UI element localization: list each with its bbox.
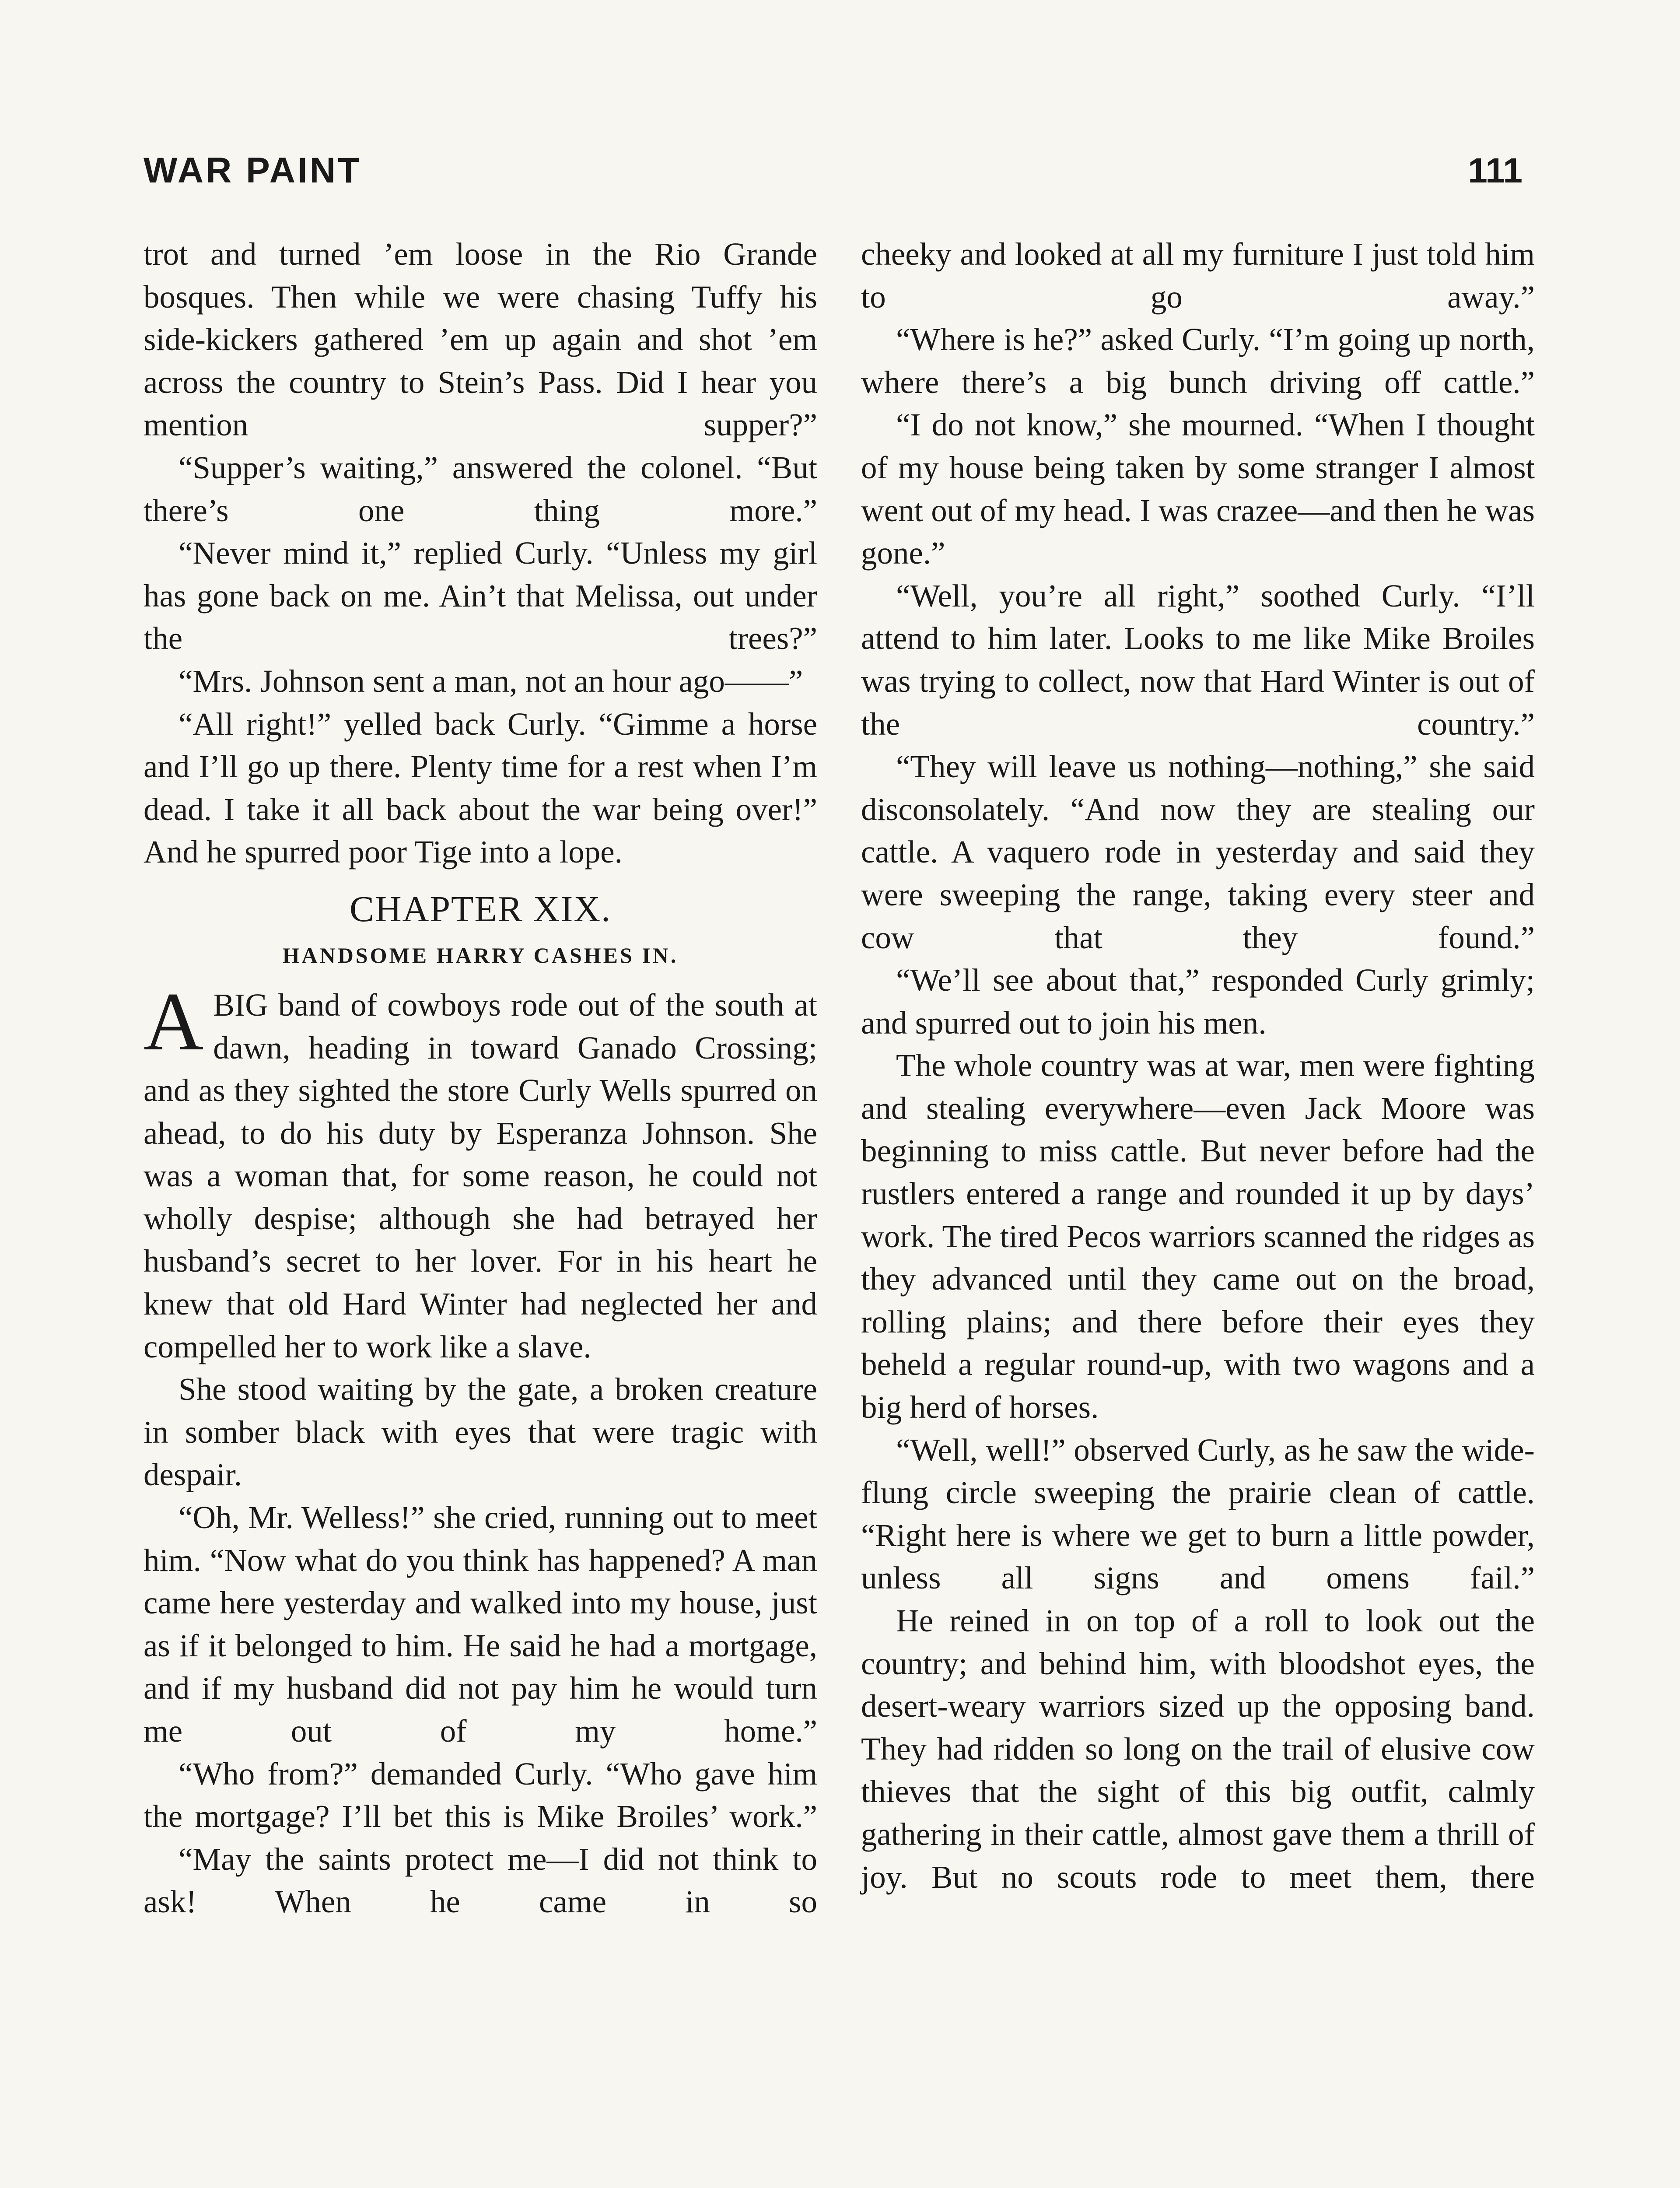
paragraph: She stood waiting by the gate, a broken creature in somber black with eyes that were tragic with despair. xyxy=(144,1371,817,1493)
paragraph: “May the saints protect me—I did not think to ask! When he came in so xyxy=(144,1841,817,1920)
page-number: 111 xyxy=(1468,151,1522,190)
paragraph: “Well, you’re all right,” soothed Curly. “I’ll attend to him later. Looks to me like Mike Broiles was trying to collect, now that Hard Winter is out of the country.” xyxy=(861,578,1535,742)
page-header xyxy=(144,149,1522,193)
running-title: WAR PAINT xyxy=(144,151,362,190)
paragraph: “I do not know,” she mourned. “When I thought of my house being taken by some stranger I almost went out of my head. I was crazee—and then he was gone.” xyxy=(861,407,1535,571)
paragraph: cheeky and looked at all my furniture I just told him to go away.” xyxy=(861,236,1535,315)
paragraph: “Oh, Mr. Welless!” she cried, running out to meet him. “Now what do you think has happened? A man came here yesterday and walked into my house, just as if it belonged to him. He said he had a mortgage, and if my husband did not pay him he would turn me out of my home.” xyxy=(144,1500,817,1749)
paragraph: “Never mind it,” replied Curly. “Unless my girl has gone back on me. Ain’t that Melissa, out under the trees?” xyxy=(144,535,817,656)
paragraph: “They will leave us nothing—nothing,” she said disconsolately. “And now they are stealing our cattle. A vaquero rode in yesterday and said they were sweeping the range, taking every steer and cow that they found.” xyxy=(861,749,1535,955)
paragraph: “Where is he?” asked Curly. “I’m going up north, where there’s a big bunch driving off cattle.” xyxy=(861,322,1535,400)
paragraph: The whole country was at war, men were fighting and stealing everywhere—even Jack Moore was beginning to miss cattle. But never before had the rustlers entered a range and rounded it up by days’ work. The tired Pecos warriors scanned the ridges as they advanced until they came out on the broad, rolling plains; and there before their eyes they beheld a regular round-up, with two wagons and a big herd of horses. xyxy=(861,1048,1535,1425)
paragraph: “Well, well!” observed Curly, as he saw the wide-flung circle sweeping the prairie clean of cattle. “Right here is where we get to burn a little powder, unless all signs and omens fail.” xyxy=(861,1432,1535,1596)
left-column xyxy=(144,233,817,1923)
right-column xyxy=(861,233,1535,1898)
chapter-subtitle: HANDSOME HARRY CASHES IN. xyxy=(282,943,679,968)
opening-paragraph xyxy=(144,975,817,1368)
paragraph: “All right!” yelled back Curly. “Gimme a horse and I’ll go up there. Plenty time for a rest when I’m dead. I take it all back about the war being over!” And he spurred poor Tige into a lope. xyxy=(144,706,817,870)
chapter-title: CHAPTER XIX. xyxy=(349,888,611,929)
paragraph: He reined in on top of a roll to look out the country; and behind him, with bloodshot eyes, the desert-weary warriors sized up the opposing band. They had ridden so long on the trail of elusive cow thieves that the sight of this big outfit, calmly gathering in their cattle, almost gave them a thrill of joy. But no scouts rode to meet them, there xyxy=(861,1603,1535,1895)
paragraph: “Supper’s waiting,” answered the colonel. “But there’s one thing more.” xyxy=(144,449,817,528)
paragraph: “We’ll see about that,” responded Curly grimly; and spurred out to join his men. xyxy=(861,962,1535,1041)
drop-cap: A xyxy=(144,975,204,1068)
paragraph: trot and turned ’em loose in the Rio Grande bosques. Then while we were chasing Tuffy his side-kickers gathered ’em up again and shot ’em across the country to Stein’s Pass. Did I hear you mention supper?” xyxy=(144,236,817,443)
paragraph: BIG band of cowboys rode out of the south at dawn, heading in toward Ganado Crossing; and as they sighted the store Curly Wells spurred on ahead, to do his duty by Esperanza Johnson. She was a woman that, for some reason, he could not wholly despise; although she had betrayed her husband’s secret to her lover. For in his heart he knew that old Hard Winter had neglected her and compelled her to work like a slave. xyxy=(144,987,817,1364)
paragraph: “Who from?” demanded Curly. “Who gave him the mortgage? I’ll bet this is Mike Broiles’ work.” xyxy=(144,1756,817,1834)
paragraph: “Mrs. Johnson sent a man, not an hour ago——” xyxy=(178,663,803,699)
